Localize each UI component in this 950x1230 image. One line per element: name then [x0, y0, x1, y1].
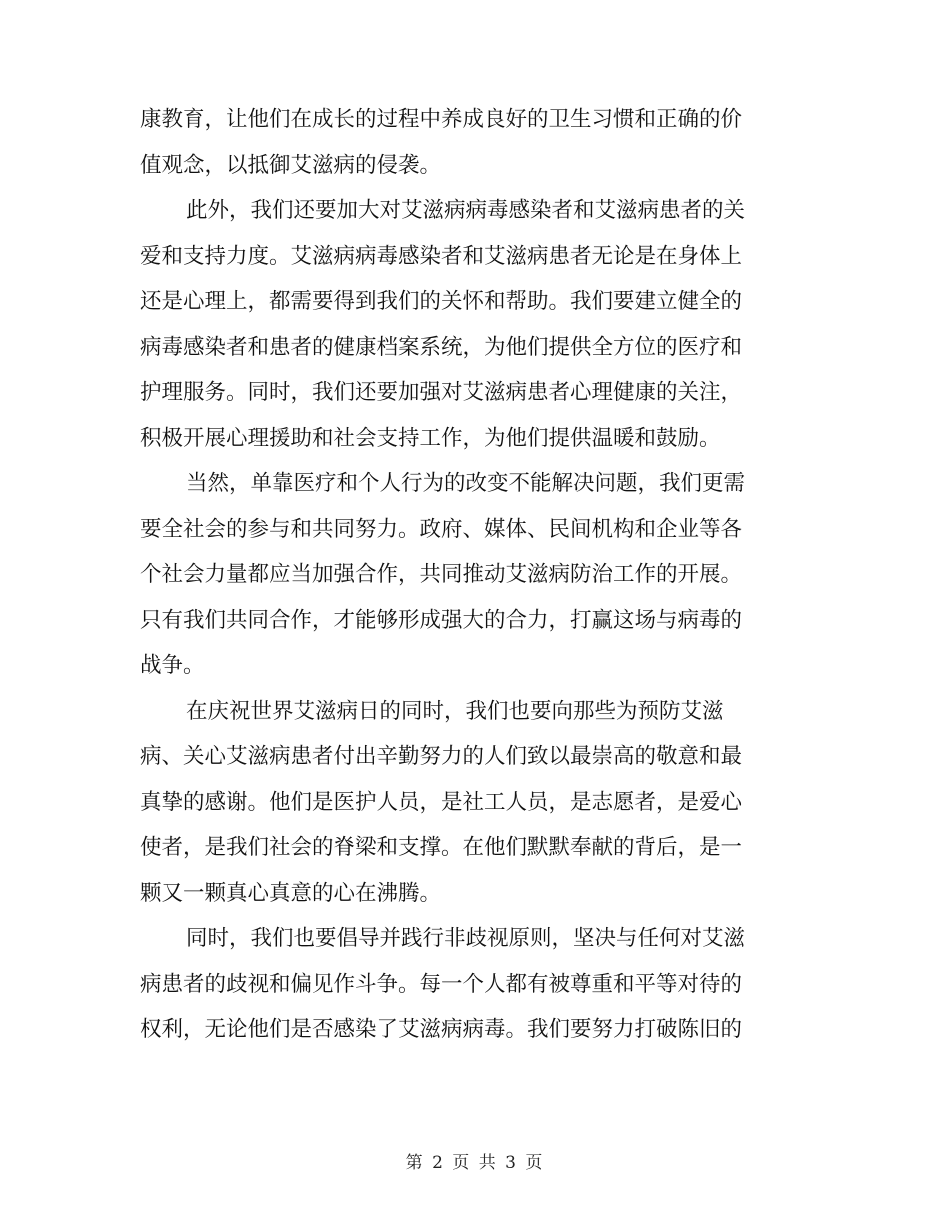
- paragraph: [140, 461, 800, 689]
- text-line: 在庆祝世界艾滋病日的同时，我们也要向那些为预防艾滋: [186, 698, 724, 724]
- document-body: [140, 97, 800, 1053]
- text-line: 权利，无论他们是否感染了艾滋病病毒。我们要努力打破陈旧的: [140, 1017, 743, 1042]
- text-line: 同时，我们也要倡导并践行非歧视原则，坚决与任何对艾滋: [186, 926, 746, 951]
- text-line: 当然，单靠医疗和个人行为的改变不能解决问题，我们更需: [186, 471, 746, 496]
- text-line: 病、关心艾滋病患者付出辛勤努力的人们致以最崇高的敬意和最: [140, 744, 743, 769]
- text-line: 护理服务。同时，我们还要加强对艾滋病患者心理健康的关注，: [140, 380, 743, 405]
- text-line: 爱和支持力度。艾滋病病毒感染者和艾滋病患者无论是在身体上: [140, 243, 743, 269]
- text-line: 真挚的感谢。他们是医护人员，是社工人员，是志愿者，是爱心: [140, 789, 743, 815]
- text-line: 此外，我们还要加大对艾滋病病毒感染者和艾滋病患者的关: [186, 198, 746, 223]
- text-line: 积极开展心理援助和社会支持工作，为他们提供温暖和鼓励。: [140, 425, 721, 451]
- paragraph: [140, 188, 800, 461]
- text-line: 要全社会的参与和共同努力。政府、媒体、民间机构和企业等各: [140, 516, 743, 542]
- paragraph: [140, 97, 800, 188]
- page-footer: 第 2 页 共 3 页: [405, 1153, 545, 1173]
- text-line: 只有我们共同合作，才能够形成强大的合力，打赢这场与病毒的: [140, 607, 743, 633]
- text-line: 康教育，让他们在成长的过程中养成良好的卫生习惯和正确的价: [140, 107, 743, 132]
- text-line: 个社会力量都应当加强合作，共同推动艾滋病防治工作的开展。: [140, 562, 743, 587]
- text-line: 病毒感染者和患者的健康档案系统，为他们提供全方位的医疗和: [140, 334, 743, 360]
- paragraph: [140, 916, 800, 1053]
- text-line: 战争。: [140, 653, 205, 678]
- text-line: 还是心理上，都需要得到我们的关怀和帮助。我们要建立健全的: [140, 289, 743, 314]
- text-line: 病患者的歧视和偏见作斗争。每一个人都有被尊重和平等对待的: [140, 971, 743, 997]
- text-line: 颗又一颗真心真意的心在沸腾。: [140, 880, 442, 906]
- text-line: 值观念，以抵御艾滋病的侵袭。: [140, 152, 442, 178]
- text-line: 使者，是我们社会的脊梁和支撑。在他们默默奉献的背后，是一: [140, 835, 743, 860]
- paragraph: [140, 689, 800, 917]
